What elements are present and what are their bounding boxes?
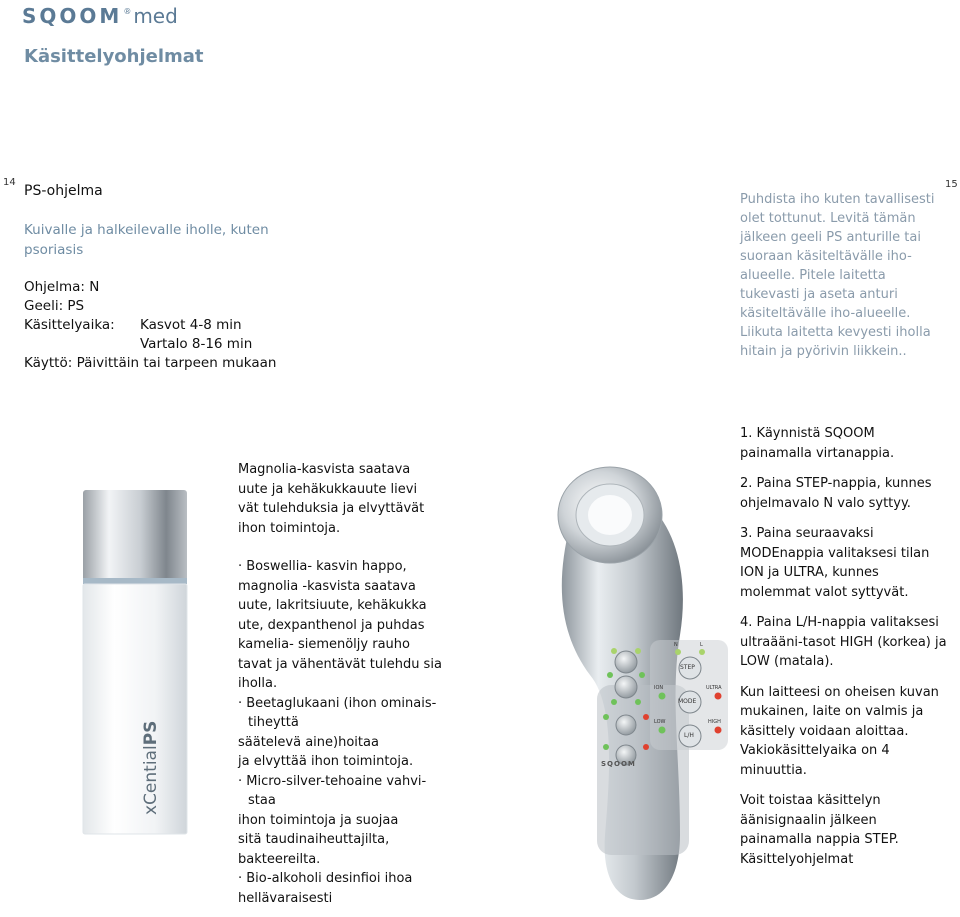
mode-button-label: MODE (678, 698, 697, 705)
time-face: Kasvot 4-8 min (140, 317, 242, 333)
ingredient-line: · Beetaglukaani (ihon ominais- (238, 695, 437, 711)
time-label: Käsittelyaika: (24, 317, 115, 333)
logo-registered-mark: ® (123, 7, 132, 16)
ingredient-line: magnolia -kasvista saatava (238, 578, 416, 594)
logo-wordmark: SQOOM (22, 4, 123, 28)
ingredient-line: staa (248, 793, 276, 808)
ingredient-line: uute ja kehäkukkauute lievi (238, 481, 418, 497)
ingredient-line: ihon toimintoja. (238, 520, 341, 536)
ultra-label: ULTRA (706, 685, 722, 691)
ingredient-line: Magnolia-kasvista saatava (238, 462, 411, 477)
program-title: PS-ohjelma (24, 183, 103, 199)
l-label: L (700, 642, 703, 648)
ingredient-line: tavat ja vähentävät tulehdu sia (238, 656, 442, 672)
time-body: Vartalo 8-16 min (140, 336, 253, 352)
ingredient-line: ute, dexpanthenol ja puhdas (238, 617, 425, 633)
page-number-right: 15 (945, 179, 958, 190)
high-label: HIGH (708, 719, 721, 725)
instruction-steps (740, 424, 950, 880)
step-2: 2. Paina STEP-nappia, kunnes ohjelmavalo N valo syttyy. (740, 476, 932, 511)
ingredient-line: kamelia- siemenöljy rauho (238, 637, 410, 652)
ingredient-line: iholla. (238, 676, 278, 691)
section-title: Käsittelyohjelmat (24, 46, 204, 67)
step-3: 3. Paina seuraavaksi MODEnappia valitaksesi tilan ION ja ULTRA, kunnes molemmat valot syttyvät. (740, 526, 930, 600)
step-1: 1. Käynnistä SQOOM painamalla virtanappia. (740, 426, 895, 461)
program-line: Ohjelma: N (24, 279, 100, 295)
page-number-left: 14 (3, 177, 16, 188)
lh-button-label: L/H (684, 732, 694, 739)
brand-logo (22, 4, 178, 28)
ingredient-line: · Bio-alkoholi desinfioi ihoa (238, 871, 413, 886)
low-label: LOW (654, 719, 666, 725)
ingredient-line: ihon toimintoja ja suojaa (238, 812, 399, 828)
product-brand-label: xCentialPS (141, 720, 161, 815)
ingredient-line: tiheyttä (248, 715, 299, 730)
device-brand-label: SQOOM (601, 760, 636, 768)
usage-line: Käyttö: Päivittäin tai tarpeen mukaan (24, 355, 277, 371)
intro-paragraph: Puhdista iho kuten tavallisesti olet tottunut. Levitä tämän jälkeen geeli PS anturille tai suoraan käsiteltävälle iho-alueelle. Pitele laitetta tukevasti ja aseta anturi käsiteltävälle iho-alueelle. Liikuta laitetta kevyesti iholla hitain ja pyörivin liikkein.. (740, 192, 935, 359)
n-label: N (674, 642, 678, 648)
ingredient-line: sitä taudinaiheuttajilta, (238, 832, 390, 847)
ingredient-line: säätelevä aine)hoitaa (238, 734, 379, 750)
step-button-label: STEP (680, 664, 695, 671)
ingredient-line: · Micro-silver-tehoaine vahvi- (238, 773, 427, 789)
device-control-panel (650, 640, 728, 750)
ingredient-line: hellävaraisesti (238, 890, 333, 906)
gel-line: Geeli: PS (24, 298, 85, 314)
ready-note: Kun laitteesi on oheisen kuvan mukainen, laite on valmis ja käsittely voidaan aloittaa. Vakiokäsittelyaika on 4 minuuttia. (740, 684, 939, 778)
product-bottle-image (60, 470, 230, 910)
logo-med: med (133, 4, 178, 28)
ingredients-text (238, 460, 453, 908)
ingredient-line: vät tulehduksia ja elvyttävät (238, 501, 425, 516)
serum-bottle-illustration (60, 470, 230, 910)
program-subtitle: Kuivalle ja halkeilevalle iholle, kuten psoriasis (24, 222, 269, 258)
ingredient-line: uute, lakritsiuute, kehäkukka (238, 598, 427, 613)
ingredient-line: bakteereilta. (238, 851, 321, 867)
ingredient-line: · Boswellia- kasvin happo, (238, 559, 407, 574)
ion-label: ION (654, 685, 664, 691)
step-4: 4. Paina L/H-nappia valitaksesi ultraääni-tasot HIGH (korkea) ja LOW (matala). (740, 615, 947, 669)
repeat-note: Voit toistaa käsittelyn äänisignaalin jälkeen painamalla nappia STEP. Käsittelyohjelmat (740, 793, 899, 867)
ingredient-line: ja elvyttää ihon toimintoja. (238, 754, 414, 769)
